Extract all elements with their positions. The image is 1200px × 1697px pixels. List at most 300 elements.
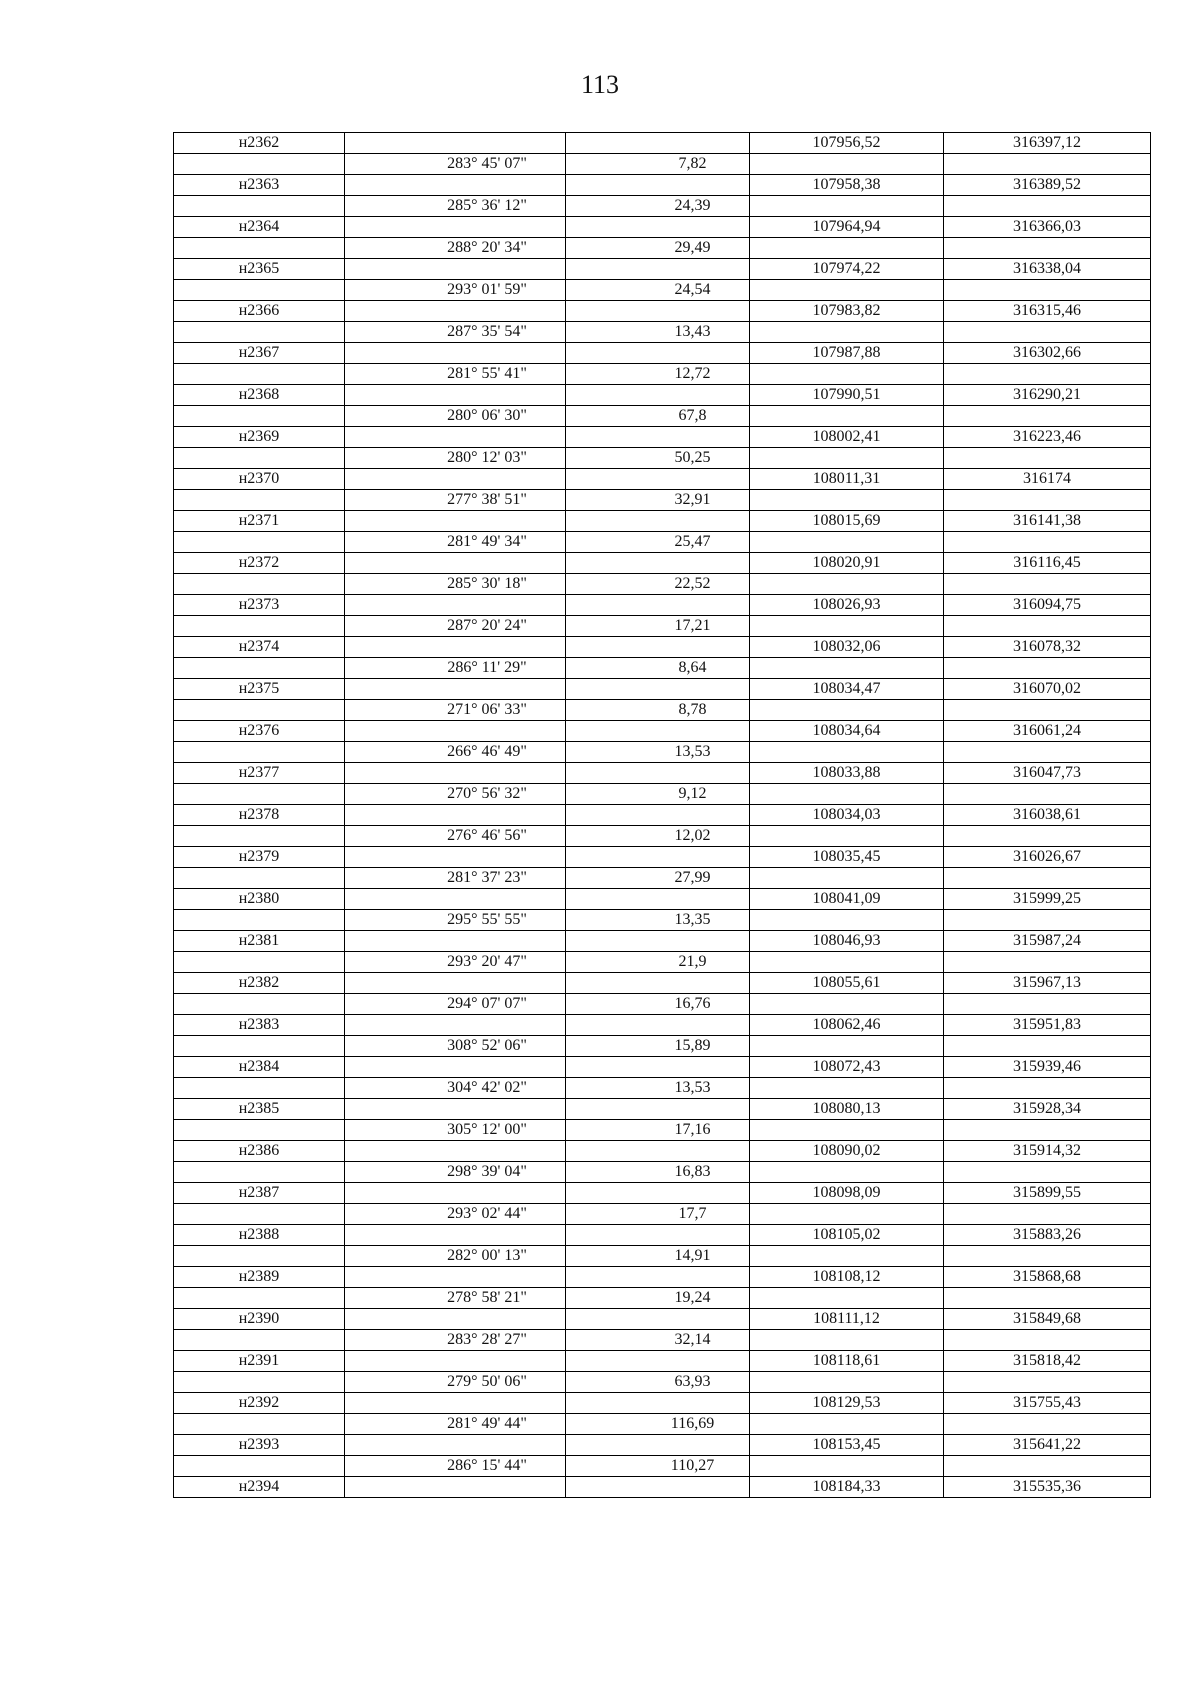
x-coordinate: 108002,41 xyxy=(750,427,944,448)
x-coordinate: 108090,02 xyxy=(750,1141,944,1162)
y-cell-empty xyxy=(944,868,1151,889)
angle-cell-empty xyxy=(345,553,566,574)
segment-row xyxy=(174,238,1151,259)
y-coordinate: 316338,04 xyxy=(944,259,1151,280)
segment-row xyxy=(174,574,1151,595)
point-cell-empty xyxy=(174,1246,345,1267)
point-row xyxy=(174,1309,1151,1330)
y-cell-empty xyxy=(944,952,1151,973)
y-coordinate: 316389,52 xyxy=(944,175,1151,196)
point-name: н2380 xyxy=(174,889,345,910)
x-cell-empty xyxy=(750,1372,944,1393)
angle-cell-empty xyxy=(345,259,566,280)
y-coordinate: 315868,68 xyxy=(944,1267,1151,1288)
angle-cell-empty xyxy=(345,721,566,742)
x-coordinate: 107983,82 xyxy=(750,301,944,322)
angle-cell-empty xyxy=(345,301,566,322)
x-coordinate: 107956,52 xyxy=(750,133,944,154)
segment-length: 32,91 xyxy=(566,490,750,511)
distance-cell-empty xyxy=(566,889,750,910)
distance-cell-empty xyxy=(566,1015,750,1036)
y-coordinate: 316302,66 xyxy=(944,343,1151,364)
y-cell-empty xyxy=(944,406,1151,427)
x-cell-empty xyxy=(750,574,944,595)
segment-row xyxy=(174,1372,1151,1393)
point-row xyxy=(174,259,1151,280)
y-coordinate: 316366,03 xyxy=(944,217,1151,238)
angle-cell-empty xyxy=(345,1057,566,1078)
boundary-coordinates-table xyxy=(173,132,1151,1498)
y-cell-empty xyxy=(944,1120,1151,1141)
point-name: н2376 xyxy=(174,721,345,742)
y-coordinate: 316315,46 xyxy=(944,301,1151,322)
point-row xyxy=(174,1435,1151,1456)
point-row xyxy=(174,343,1151,364)
segment-length: 25,47 xyxy=(566,532,750,553)
segment-length: 27,99 xyxy=(566,868,750,889)
angle-cell-empty xyxy=(345,1141,566,1162)
segment-length: 7,82 xyxy=(566,154,750,175)
point-name: н2362 xyxy=(174,133,345,154)
segment-length: 50,25 xyxy=(566,448,750,469)
point-cell-empty xyxy=(174,574,345,595)
point-name: н2384 xyxy=(174,1057,345,1078)
point-cell-empty xyxy=(174,1456,345,1477)
point-row xyxy=(174,637,1151,658)
angle-cell-empty xyxy=(345,1267,566,1288)
segment-row xyxy=(174,1330,1151,1351)
x-coordinate: 108026,93 xyxy=(750,595,944,616)
y-cell-empty xyxy=(944,1162,1151,1183)
segment-length: 63,93 xyxy=(566,1372,750,1393)
point-name: н2364 xyxy=(174,217,345,238)
y-coordinate: 315899,55 xyxy=(944,1183,1151,1204)
y-cell-empty xyxy=(944,616,1151,637)
segment-row xyxy=(174,406,1151,427)
point-cell-empty xyxy=(174,1120,345,1141)
point-cell-empty xyxy=(174,1036,345,1057)
point-name: н2363 xyxy=(174,175,345,196)
direction-angle: 283° 45' 07" xyxy=(345,154,566,175)
angle-cell-empty xyxy=(345,847,566,868)
segment-row xyxy=(174,952,1151,973)
y-coordinate: 316290,21 xyxy=(944,385,1151,406)
point-cell-empty xyxy=(174,742,345,763)
distance-cell-empty xyxy=(566,1309,750,1330)
point-cell-empty xyxy=(174,910,345,931)
segment-row xyxy=(174,1120,1151,1141)
distance-cell-empty xyxy=(566,259,750,280)
point-name: н2370 xyxy=(174,469,345,490)
segment-length: 24,54 xyxy=(566,280,750,301)
x-cell-empty xyxy=(750,448,944,469)
point-name: н2391 xyxy=(174,1351,345,1372)
y-coordinate: 315755,43 xyxy=(944,1393,1151,1414)
distance-cell-empty xyxy=(566,973,750,994)
point-row xyxy=(174,175,1151,196)
segment-row xyxy=(174,1204,1151,1225)
y-cell-empty xyxy=(944,1456,1151,1477)
segment-row xyxy=(174,280,1151,301)
angle-cell-empty xyxy=(345,133,566,154)
y-coordinate: 315928,34 xyxy=(944,1099,1151,1120)
x-coordinate: 108080,13 xyxy=(750,1099,944,1120)
direction-angle: 279° 50' 06" xyxy=(345,1372,566,1393)
segment-row xyxy=(174,616,1151,637)
point-row xyxy=(174,427,1151,448)
segment-length: 16,76 xyxy=(566,994,750,1015)
y-coordinate: 315914,32 xyxy=(944,1141,1151,1162)
segment-length: 29,49 xyxy=(566,238,750,259)
x-cell-empty xyxy=(750,1036,944,1057)
angle-cell-empty xyxy=(345,973,566,994)
segment-length: 110,27 xyxy=(566,1456,750,1477)
point-cell-empty xyxy=(174,616,345,637)
direction-angle: 280° 06' 30" xyxy=(345,406,566,427)
segment-row xyxy=(174,364,1151,385)
segment-row xyxy=(174,1246,1151,1267)
segment-row xyxy=(174,1036,1151,1057)
point-cell-empty xyxy=(174,238,345,259)
x-coordinate: 108184,33 xyxy=(750,1477,944,1498)
segment-length: 9,12 xyxy=(566,784,750,805)
direction-angle: 271° 06' 33" xyxy=(345,700,566,721)
y-cell-empty xyxy=(944,280,1151,301)
direction-angle: 285° 30' 18" xyxy=(345,574,566,595)
angle-cell-empty xyxy=(345,343,566,364)
segment-row xyxy=(174,742,1151,763)
point-cell-empty xyxy=(174,448,345,469)
point-name: н2389 xyxy=(174,1267,345,1288)
direction-angle: 276° 46' 56" xyxy=(345,826,566,847)
y-coordinate: 316047,73 xyxy=(944,763,1151,784)
segment-length: 17,16 xyxy=(566,1120,750,1141)
segment-length: 12,02 xyxy=(566,826,750,847)
x-coordinate: 108015,69 xyxy=(750,511,944,532)
x-cell-empty xyxy=(750,406,944,427)
angle-cell-empty xyxy=(345,1351,566,1372)
x-cell-empty xyxy=(750,742,944,763)
segment-row xyxy=(174,1414,1151,1435)
point-name: н2385 xyxy=(174,1099,345,1120)
distance-cell-empty xyxy=(566,1183,750,1204)
angle-cell-empty xyxy=(345,1477,566,1498)
angle-cell-empty xyxy=(345,931,566,952)
segment-length: 15,89 xyxy=(566,1036,750,1057)
point-cell-empty xyxy=(174,322,345,343)
x-coordinate: 108111,12 xyxy=(750,1309,944,1330)
point-name: н2374 xyxy=(174,637,345,658)
direction-angle: 304° 42' 02" xyxy=(345,1078,566,1099)
direction-angle: 281° 55' 41" xyxy=(345,364,566,385)
direction-angle: 294° 07' 07" xyxy=(345,994,566,1015)
point-name: н2390 xyxy=(174,1309,345,1330)
point-cell-empty xyxy=(174,280,345,301)
y-coordinate: 316094,75 xyxy=(944,595,1151,616)
segment-length: 24,39 xyxy=(566,196,750,217)
x-coordinate: 108098,09 xyxy=(750,1183,944,1204)
angle-cell-empty xyxy=(345,1393,566,1414)
angle-cell-empty xyxy=(345,175,566,196)
y-cell-empty xyxy=(944,1372,1151,1393)
direction-angle: 286° 11' 29" xyxy=(345,658,566,679)
direction-angle: 277° 38' 51" xyxy=(345,490,566,511)
segment-length: 13,35 xyxy=(566,910,750,931)
point-name: н2369 xyxy=(174,427,345,448)
point-row xyxy=(174,679,1151,700)
direction-angle: 285° 36' 12" xyxy=(345,196,566,217)
point-row xyxy=(174,1141,1151,1162)
segment-row xyxy=(174,1456,1151,1477)
point-name: н2393 xyxy=(174,1435,345,1456)
distance-cell-empty xyxy=(566,637,750,658)
x-coordinate: 108035,45 xyxy=(750,847,944,868)
x-coordinate: 108108,12 xyxy=(750,1267,944,1288)
point-row xyxy=(174,1057,1151,1078)
point-name: н2377 xyxy=(174,763,345,784)
y-coordinate: 315641,22 xyxy=(944,1435,1151,1456)
table-body xyxy=(174,133,1151,1498)
x-coordinate: 107958,38 xyxy=(750,175,944,196)
x-coordinate: 108129,53 xyxy=(750,1393,944,1414)
y-cell-empty xyxy=(944,994,1151,1015)
direction-angle: 293° 20' 47" xyxy=(345,952,566,973)
y-coordinate: 316174 xyxy=(944,469,1151,490)
angle-cell-empty xyxy=(345,1015,566,1036)
y-cell-empty xyxy=(944,154,1151,175)
segment-row xyxy=(174,658,1151,679)
segment-length: 21,9 xyxy=(566,952,750,973)
distance-cell-empty xyxy=(566,175,750,196)
x-cell-empty xyxy=(750,322,944,343)
direction-angle: 270° 56' 32" xyxy=(345,784,566,805)
y-cell-empty xyxy=(944,490,1151,511)
x-coordinate: 107990,51 xyxy=(750,385,944,406)
point-cell-empty xyxy=(174,700,345,721)
x-coordinate: 108072,43 xyxy=(750,1057,944,1078)
direction-angle: 293° 02' 44" xyxy=(345,1204,566,1225)
point-name: н2387 xyxy=(174,1183,345,1204)
segment-length: 16,83 xyxy=(566,1162,750,1183)
y-cell-empty xyxy=(944,784,1151,805)
point-cell-empty xyxy=(174,868,345,889)
y-cell-empty xyxy=(944,1330,1151,1351)
x-cell-empty xyxy=(750,1330,944,1351)
y-cell-empty xyxy=(944,700,1151,721)
y-coordinate: 316223,46 xyxy=(944,427,1151,448)
y-coordinate: 315818,42 xyxy=(944,1351,1151,1372)
x-cell-empty xyxy=(750,490,944,511)
y-cell-empty xyxy=(944,742,1151,763)
y-cell-empty xyxy=(944,1078,1151,1099)
point-cell-empty xyxy=(174,490,345,511)
point-cell-empty xyxy=(174,826,345,847)
y-cell-empty xyxy=(944,1246,1151,1267)
y-coordinate: 316038,61 xyxy=(944,805,1151,826)
distance-cell-empty xyxy=(566,133,750,154)
point-row xyxy=(174,1477,1151,1498)
distance-cell-empty xyxy=(566,763,750,784)
point-name: н2375 xyxy=(174,679,345,700)
y-coordinate: 316141,38 xyxy=(944,511,1151,532)
x-coordinate: 108105,02 xyxy=(750,1225,944,1246)
segment-row xyxy=(174,868,1151,889)
segment-row xyxy=(174,1078,1151,1099)
segment-row xyxy=(174,784,1151,805)
direction-angle: 280° 12' 03" xyxy=(345,448,566,469)
point-row xyxy=(174,763,1151,784)
direction-angle: 282° 00' 13" xyxy=(345,1246,566,1267)
x-cell-empty xyxy=(750,532,944,553)
x-coordinate: 108041,09 xyxy=(750,889,944,910)
direction-angle: 266° 46' 49" xyxy=(345,742,566,763)
segment-row xyxy=(174,448,1151,469)
point-cell-empty xyxy=(174,532,345,553)
segment-row xyxy=(174,532,1151,553)
distance-cell-empty xyxy=(566,1057,750,1078)
direction-angle: 281° 49' 44" xyxy=(345,1414,566,1435)
point-row xyxy=(174,1099,1151,1120)
x-coordinate: 108118,61 xyxy=(750,1351,944,1372)
point-row xyxy=(174,847,1151,868)
point-row xyxy=(174,595,1151,616)
angle-cell-empty xyxy=(345,511,566,532)
segment-row xyxy=(174,700,1151,721)
point-name: н2382 xyxy=(174,973,345,994)
y-coordinate: 316078,32 xyxy=(944,637,1151,658)
x-cell-empty xyxy=(750,1414,944,1435)
x-coordinate: 108046,93 xyxy=(750,931,944,952)
x-coordinate: 107974,22 xyxy=(750,259,944,280)
segment-length: 17,7 xyxy=(566,1204,750,1225)
y-cell-empty xyxy=(944,1288,1151,1309)
distance-cell-empty xyxy=(566,1267,750,1288)
point-name: н2383 xyxy=(174,1015,345,1036)
y-coordinate: 315999,25 xyxy=(944,889,1151,910)
point-row xyxy=(174,301,1151,322)
point-row xyxy=(174,217,1151,238)
y-cell-empty xyxy=(944,574,1151,595)
point-row xyxy=(174,805,1151,826)
segment-row xyxy=(174,1162,1151,1183)
angle-cell-empty xyxy=(345,217,566,238)
x-cell-empty xyxy=(750,868,944,889)
distance-cell-empty xyxy=(566,1099,750,1120)
segment-length: 67,8 xyxy=(566,406,750,427)
y-cell-empty xyxy=(944,1414,1151,1435)
point-cell-empty xyxy=(174,154,345,175)
x-cell-empty xyxy=(750,616,944,637)
point-cell-empty xyxy=(174,952,345,973)
angle-cell-empty xyxy=(345,1309,566,1330)
segment-length: 19,24 xyxy=(566,1288,750,1309)
segment-length: 12,72 xyxy=(566,364,750,385)
segment-row xyxy=(174,994,1151,1015)
x-cell-empty xyxy=(750,700,944,721)
point-cell-empty xyxy=(174,1162,345,1183)
angle-cell-empty xyxy=(345,805,566,826)
segment-row xyxy=(174,322,1151,343)
distance-cell-empty xyxy=(566,553,750,574)
point-cell-empty xyxy=(174,1078,345,1099)
angle-cell-empty xyxy=(345,385,566,406)
point-cell-empty xyxy=(174,994,345,1015)
x-cell-empty xyxy=(750,826,944,847)
x-cell-empty xyxy=(750,364,944,385)
segment-row xyxy=(174,1288,1151,1309)
point-cell-empty xyxy=(174,658,345,679)
y-coordinate: 315939,46 xyxy=(944,1057,1151,1078)
y-coordinate: 316026,67 xyxy=(944,847,1151,868)
x-cell-empty xyxy=(750,952,944,973)
y-coordinate: 316070,02 xyxy=(944,679,1151,700)
point-name: н2379 xyxy=(174,847,345,868)
y-coordinate: 315883,26 xyxy=(944,1225,1151,1246)
point-name: н2367 xyxy=(174,343,345,364)
distance-cell-empty xyxy=(566,1351,750,1372)
point-row xyxy=(174,721,1151,742)
point-cell-empty xyxy=(174,1204,345,1225)
x-coordinate: 108034,64 xyxy=(750,721,944,742)
angle-cell-empty xyxy=(345,679,566,700)
point-row xyxy=(174,1183,1151,1204)
x-coordinate: 108034,03 xyxy=(750,805,944,826)
direction-angle: 287° 35' 54" xyxy=(345,322,566,343)
point-row xyxy=(174,973,1151,994)
x-cell-empty xyxy=(750,1078,944,1099)
point-name: н2368 xyxy=(174,385,345,406)
y-cell-empty xyxy=(944,364,1151,385)
distance-cell-empty xyxy=(566,1225,750,1246)
distance-cell-empty xyxy=(566,343,750,364)
point-name: н2394 xyxy=(174,1477,345,1498)
direction-angle: 281° 49' 34" xyxy=(345,532,566,553)
y-cell-empty xyxy=(944,826,1151,847)
direction-angle: 305° 12' 00" xyxy=(345,1120,566,1141)
angle-cell-empty xyxy=(345,1183,566,1204)
segment-length: 32,14 xyxy=(566,1330,750,1351)
angle-cell-empty xyxy=(345,469,566,490)
point-name: н2388 xyxy=(174,1225,345,1246)
point-name: н2372 xyxy=(174,553,345,574)
distance-cell-empty xyxy=(566,469,750,490)
direction-angle: 293° 01' 59" xyxy=(345,280,566,301)
x-coordinate: 108062,46 xyxy=(750,1015,944,1036)
segment-length: 22,52 xyxy=(566,574,750,595)
point-name: н2371 xyxy=(174,511,345,532)
y-cell-empty xyxy=(944,1036,1151,1057)
x-cell-empty xyxy=(750,1120,944,1141)
segment-length: 116,69 xyxy=(566,1414,750,1435)
x-coordinate: 108032,06 xyxy=(750,637,944,658)
distance-cell-empty xyxy=(566,847,750,868)
angle-cell-empty xyxy=(345,595,566,616)
x-coordinate: 107987,88 xyxy=(750,343,944,364)
y-coordinate: 316061,24 xyxy=(944,721,1151,742)
point-cell-empty xyxy=(174,1372,345,1393)
point-row xyxy=(174,1393,1151,1414)
x-cell-empty xyxy=(750,1162,944,1183)
distance-cell-empty xyxy=(566,385,750,406)
distance-cell-empty xyxy=(566,1393,750,1414)
segment-length: 17,21 xyxy=(566,616,750,637)
x-cell-empty xyxy=(750,910,944,931)
point-cell-empty xyxy=(174,1414,345,1435)
distance-cell-empty xyxy=(566,595,750,616)
direction-angle: 278° 58' 21" xyxy=(345,1288,566,1309)
x-cell-empty xyxy=(750,658,944,679)
angle-cell-empty xyxy=(345,427,566,448)
